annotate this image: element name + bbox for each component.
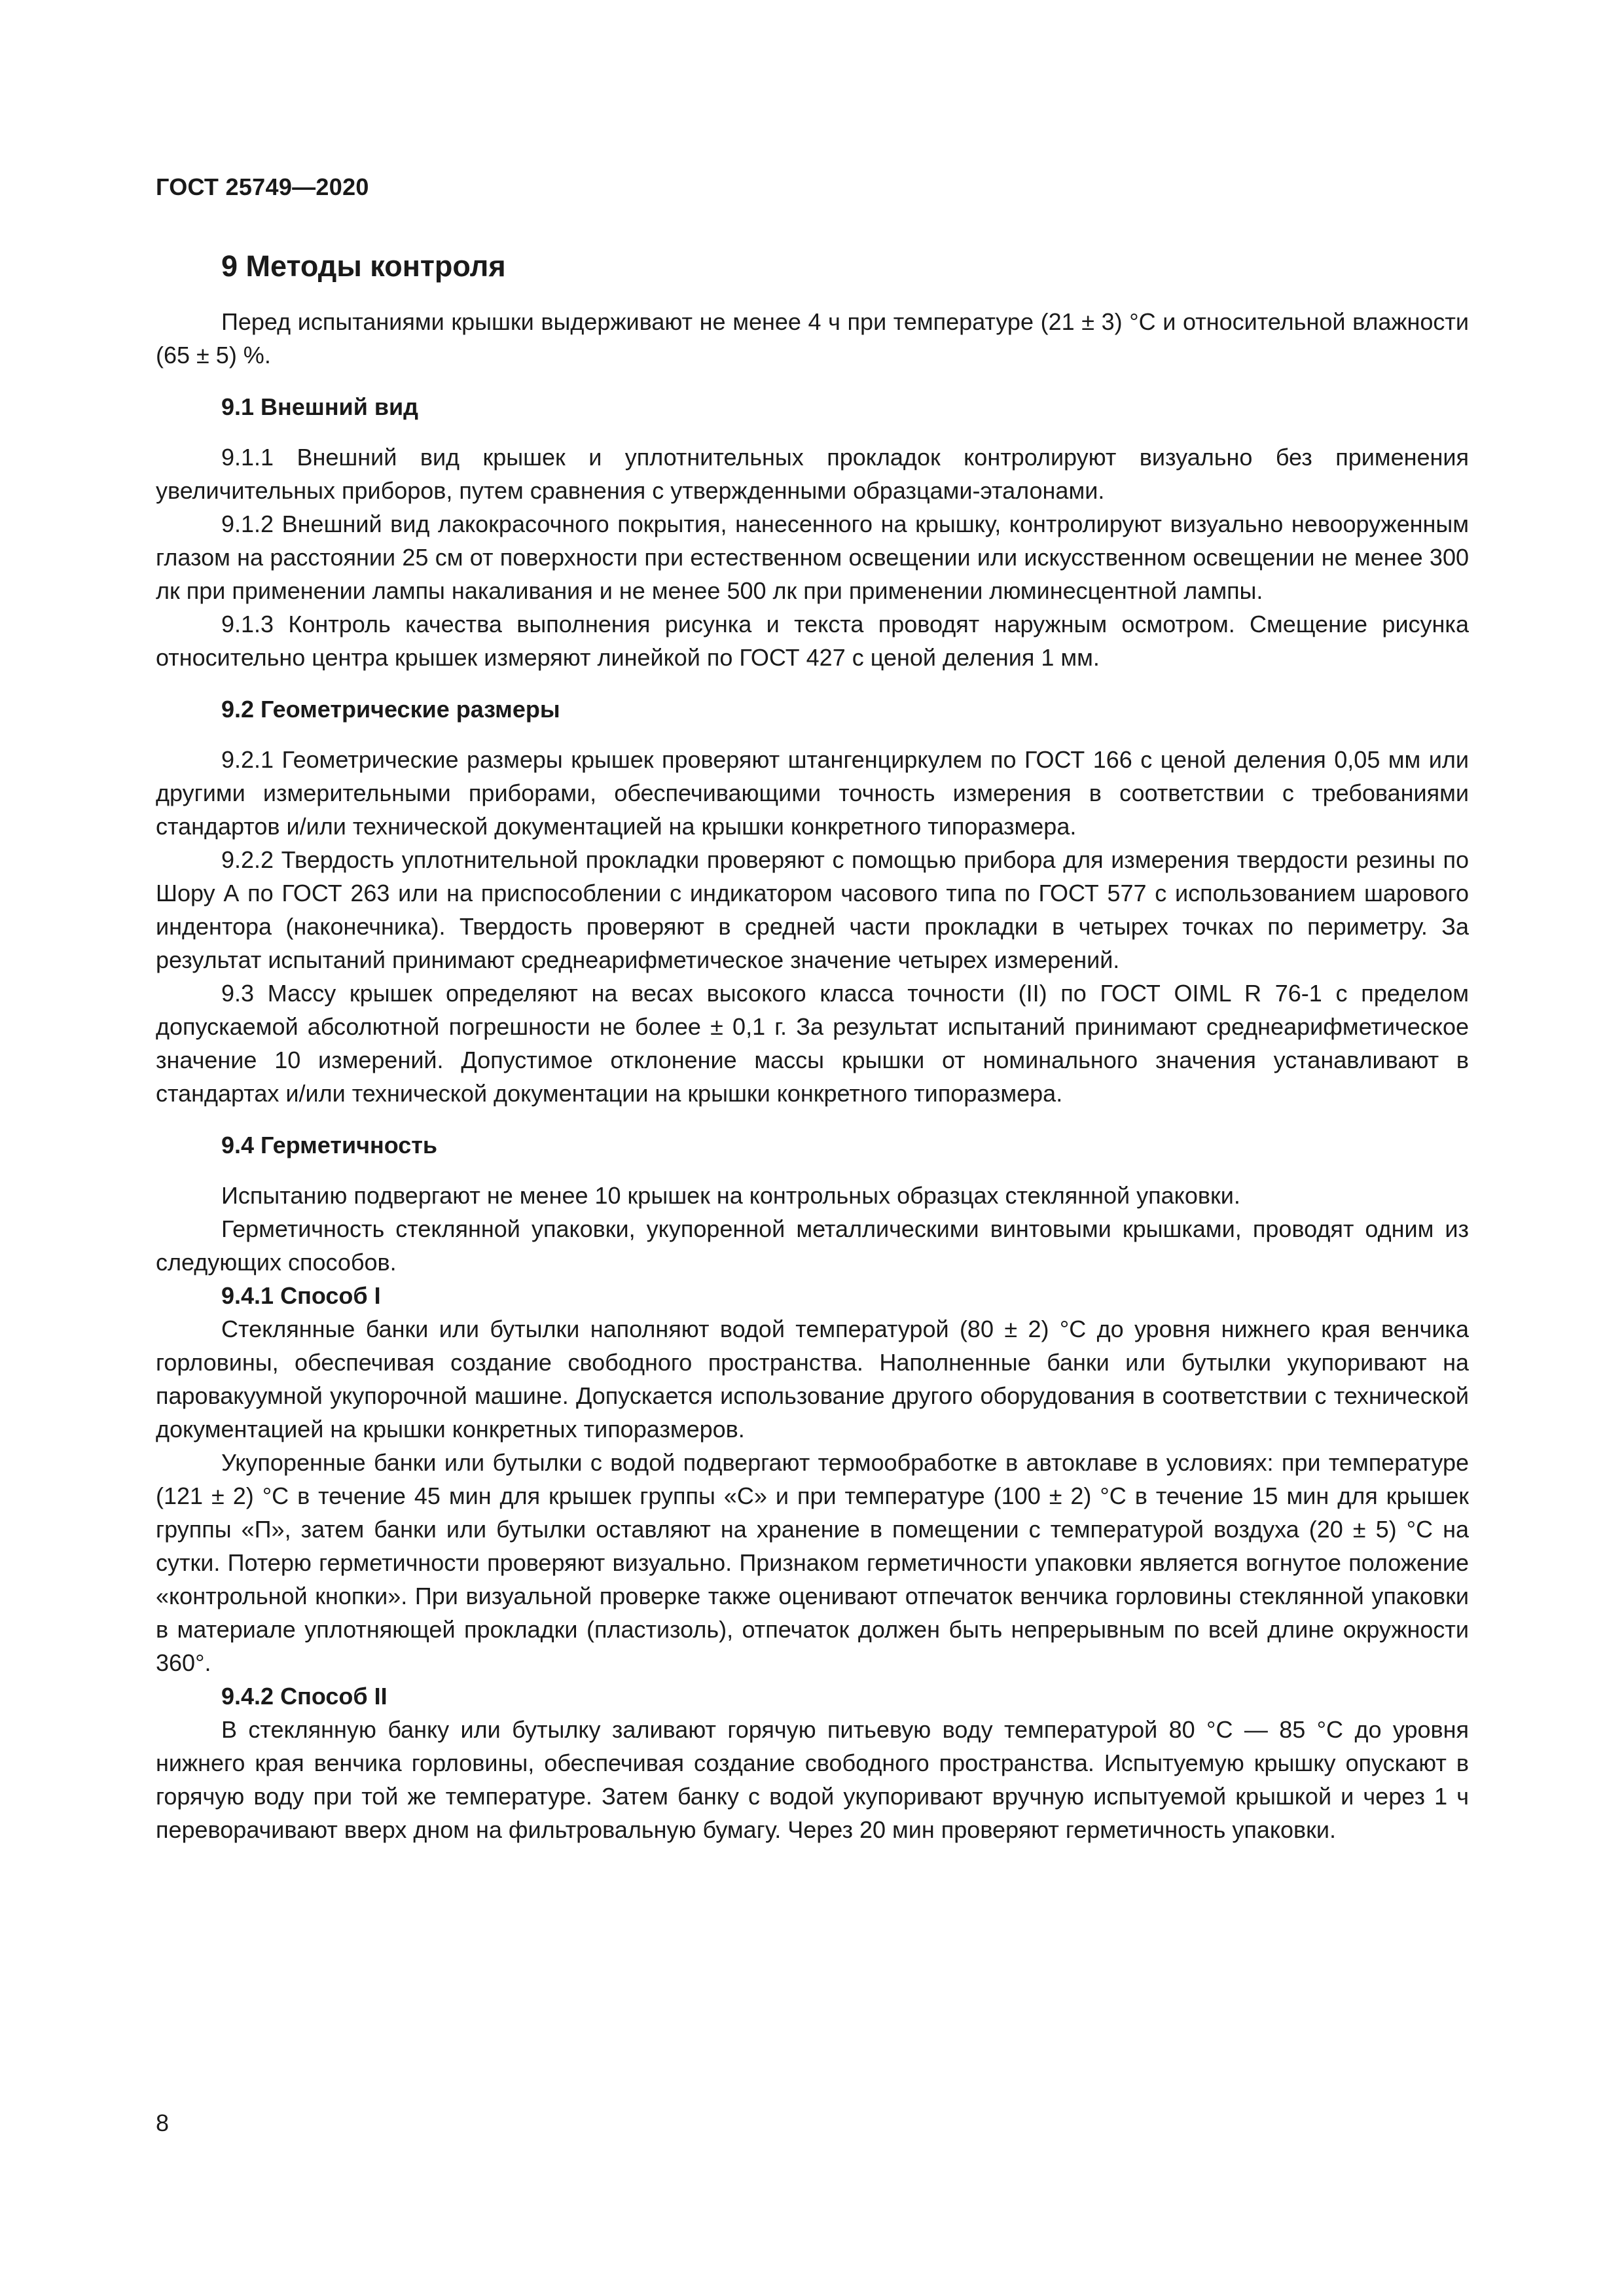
subsection-title: 9.4 Герметичность [221,1132,438,1158]
paragraph: 9.1.3 Контроль качества выполнения рисунка и текста проводят наружным осмотром. Смещение рисунка относительно центра крышек измеряют линейкой по ГОСТ 427 с ценой деления 1 мм. [156,611,1469,671]
section-title: 9 Методы контроля [221,249,506,283]
paragraph: Испытанию подвергают не менее 10 крышек на контрольных образцах стеклянной упаковки. [221,1182,1240,1209]
document-body [156,247,1469,1846]
paragraph: В стеклянную банку или бутылку заливают горячую питьевую воду температурой 80 °С — 85 °С до уровня нижнего края венчика горловины, обеспечивая создание свободного пространства. Испытуемую крышку опускают в горячую воду при той же температуре. Затем банку с водой укупоривают вручную испытуемой крышкой и через 1 ч переворачивают вверх дном на фильтровальную бумагу. Через 20 мин проверяют герметичность упаковки. [156,1716,1469,1843]
paragraph: Укупоренные банки или бутылки с водой подвергают термообработке в автоклаве в условиях: при температуре (121 ± 2) °С в течение 45 мин для крышек группы «С» и при температуре (100 ± 2) °С в течение 15 мин для крышек группы «П», затем банки или бутылки оставляют на хранение в помещении с температурой воздуха (20 ± 5) °С на сутки. Потерю герметичности проверяют визуально. Признаком герметичности упаковки является вогнутое положение «контрольной кнопки». При визуальной проверке также оценивают отпечаток венчика горловины стеклянной упаковки в материале уплотняющей прокладки (пластизоль), отпечаток должен быть непрерывным по всей длине окружности 360°. [156,1449,1469,1676]
paragraph: 9.2.2 Твердость уплотнительной прокладки проверяют с помощью прибора для измерения твердости резины по Шору А по ГОСТ 263 или на приспособлении с индикатором часового типа по ГОСТ 577 с использованием шарового индентора (наконечника). Твердость проверяют в средней части прокладки в четырех точках по периметру. За результат испытаний принимают среднеарифметическое значение четырех измерений. [156,846,1469,973]
paragraph: Стеклянные банки или бутылки наполняют водой температурой (80 ± 2) °С до уровня нижнего края венчика горловины, обеспечивая создание свободного пространства. Наполненные банки или бутылки укупоривают на паровакуумной укупорочной машине. Допускается использование другого оборудования в соответствии с технической документацией на крышки конкретных типоразмеров. [156,1316,1469,1443]
paragraph: 9.3 Массу крышек определяют на весах высокого класса точности (II) по ГОСТ OIML R 76-1 с пределом допускаемой абсолютной погрешности не более ± 0,1 г. За результат испытаний принимают среднеарифметическое значение 10 измерений. Допустимое отклонение массы крышки от номинального значения устанавливают в стандартах и/или технической документации на крышки конкретного типоразмера. [156,980,1469,1107]
paragraph: 9.2.1 Геометрические размеры крышек проверяют штангенциркулем по ГОСТ 166 с ценой деления 0,05 мм или другими измерительными приборами, обеспечивающими точность измерения в соответствии с требованиями стандартов и/или технической документацией на крышки конкретного типоразмера. [156,746,1469,840]
method-title: 9.4.1 Способ I [221,1282,381,1309]
paragraph: Герметичность стеклянной упаковки, укупоренной металлическими винтовыми крышками, проводят одним из следующих способов. [156,1215,1469,1276]
method-title: 9.4.2 Способ II [221,1683,388,1710]
subsection-title: 9.1 Внешний вид [221,393,418,420]
subsection-title: 9.2 Геометрические размеры [221,696,560,723]
paragraph: Перед испытаниями крышки выдерживают не менее 4 ч при температуре (21 ± 3) °С и относительной влажности (65 ± 5) %. [156,308,1469,368]
paragraph: 9.1.2 Внешний вид лакокрасочного покрытия, нанесенного на крышку, контролируют визуально невооруженным глазом на расстоянии 25 см от поверхности при естественном освещении или искусственном освещении не менее 300 лк при применении лампы накаливания и не менее 500 лк при применении люминесцентной лампы. [156,511,1469,604]
page-number: 8 [156,2109,170,2136]
document-header: ГОСТ 25749—2020 [156,173,369,200]
paragraph: 9.1.1 Внешний вид крышек и уплотнительных прокладок контролируют визуально без применения увеличительных приборов, путем сравнения с утвержденными образцами-эталонами. [156,444,1469,504]
